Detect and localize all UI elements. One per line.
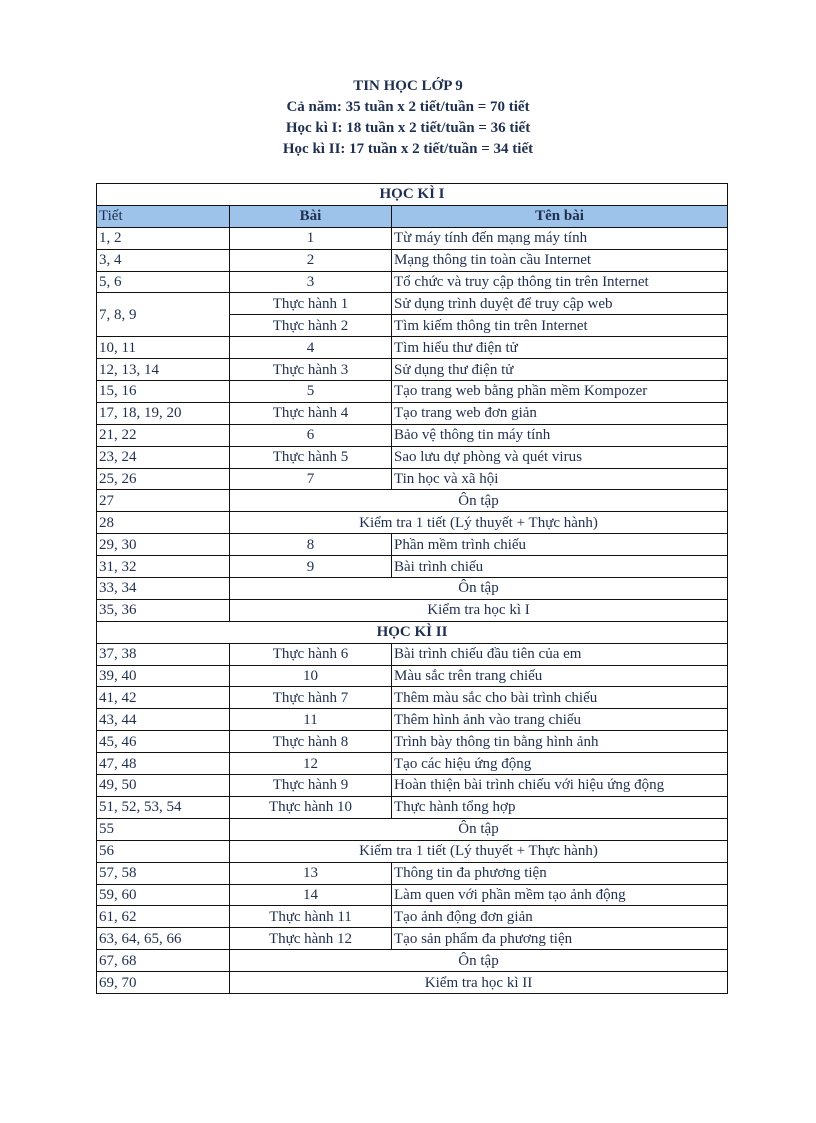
period-cell: 3, 4	[97, 249, 230, 271]
curriculum-table-body	[97, 184, 728, 994]
table-row	[97, 950, 728, 972]
semester2-summary: Học kì II: 17 tuần x 2 tiết/tuần = 34 tiết	[282, 141, 534, 157]
lesson-cell: Thực hành 11	[230, 906, 392, 928]
lesson-name-cell: Thực hành tổng hợp	[392, 796, 728, 818]
table-row	[97, 687, 728, 709]
table-row	[97, 928, 728, 950]
lesson-name-cell: Tìm hiểu thư điện tử	[392, 337, 728, 359]
period-cell: 25, 26	[97, 468, 230, 490]
activity-cell: Ôn tập	[230, 818, 728, 840]
semester1-heading-row	[97, 184, 728, 206]
table-row	[97, 665, 728, 687]
table-row	[97, 731, 728, 753]
period-cell: 69, 70	[97, 972, 230, 994]
lesson-cell: Thực hành 12	[230, 928, 392, 950]
lesson-cell: 7	[230, 468, 392, 490]
period-cell: 35, 36	[97, 599, 230, 621]
period-cell: 10, 11	[97, 337, 230, 359]
lesson-cell: 1	[230, 227, 392, 249]
table-row	[97, 599, 728, 621]
lesson-name-cell: Thêm màu sắc cho bài trình chiếu	[392, 687, 728, 709]
lesson-name-cell: Tạo trang web bằng phần mềm Kompozer	[392, 381, 728, 403]
lesson-cell: 4	[230, 337, 392, 359]
lesson-cell: Thực hành 6	[230, 643, 392, 665]
table-row	[97, 775, 728, 797]
table-row	[97, 862, 728, 884]
table-row	[97, 578, 728, 600]
table-row	[97, 271, 728, 293]
activity-cell: Kiểm tra học kì I	[230, 599, 728, 621]
table-row	[97, 753, 728, 775]
period-cell: 28	[97, 512, 230, 534]
lesson-name-cell: Mạng thông tin toàn cầu Internet	[392, 249, 728, 271]
lesson-cell: 10	[230, 665, 392, 687]
lesson-cell: 11	[230, 709, 392, 731]
lesson-name-cell: Trình bày thông tin bằng hình ảnh	[392, 731, 728, 753]
period-cell: 56	[97, 840, 230, 862]
lesson-name-cell: Tin học và xã hội	[392, 468, 728, 490]
lesson-cell: Thực hành 8	[230, 731, 392, 753]
semester2-heading-row	[97, 621, 728, 643]
lesson-cell: Thực hành 4	[230, 402, 392, 424]
column-header-tiet: Tiết	[97, 205, 230, 227]
lesson-cell: 8	[230, 534, 392, 556]
period-cell: 31, 32	[97, 556, 230, 578]
period-cell: 27	[97, 490, 230, 512]
period-cell: 15, 16	[97, 381, 230, 403]
table-row	[97, 796, 728, 818]
table-row	[97, 709, 728, 731]
lesson-name-cell: Thêm hình ảnh vào trang chiếu	[392, 709, 728, 731]
period-cell: 12, 13, 14	[97, 359, 230, 381]
period-cell: 21, 22	[97, 424, 230, 446]
period-cell: 39, 40	[97, 665, 230, 687]
period-cell: 23, 24	[97, 446, 230, 468]
lesson-name-cell: Bài trình chiếu	[392, 556, 728, 578]
activity-cell: Kiểm tra 1 tiết (Lý thuyết + Thực hành)	[230, 512, 728, 534]
lesson-cell: 12	[230, 753, 392, 775]
lesson-cell: Thực hành 10	[230, 796, 392, 818]
semester1-heading: HỌC KÌ I	[97, 184, 728, 206]
year-summary: Cả năm: 35 tuần x 2 tiết/tuần = 70 tiết	[286, 99, 530, 115]
table-row	[97, 468, 728, 490]
period-cell: 5, 6	[97, 271, 230, 293]
semester2-heading: HỌC KÌ II	[97, 621, 728, 643]
period-cell: 33, 34	[97, 578, 230, 600]
lesson-cell: Thực hành 3	[230, 359, 392, 381]
period-cell: 37, 38	[97, 643, 230, 665]
table-row	[97, 424, 728, 446]
activity-cell: Ôn tập	[230, 950, 728, 972]
lesson-name-cell: Hoàn thiện bài trình chiếu với hiệu ứng động	[392, 775, 728, 797]
lesson-name-cell: Màu sắc trên trang chiếu	[392, 665, 728, 687]
period-cell: 41, 42	[97, 687, 230, 709]
period-cell: 43, 44	[97, 709, 230, 731]
table-row	[97, 556, 728, 578]
table-row	[97, 906, 728, 928]
period-cell: 51, 52, 53, 54	[97, 796, 230, 818]
lesson-cell: 5	[230, 381, 392, 403]
lesson-name-cell: Phần mềm trình chiếu	[392, 534, 728, 556]
document-header	[0, 76, 816, 160]
lesson-name-cell: Thông tin đa phương tiện	[392, 862, 728, 884]
table-row	[97, 293, 728, 315]
table-row	[97, 818, 728, 840]
period-cell: 67, 68	[97, 950, 230, 972]
lesson-name-cell: Sử dụng trình duyệt để truy cập web	[392, 293, 728, 315]
activity-cell: Kiểm tra 1 tiết (Lý thuyết + Thực hành)	[230, 840, 728, 862]
table-row	[97, 884, 728, 906]
table-row	[97, 512, 728, 534]
table-row	[97, 337, 728, 359]
lesson-cell: 3	[230, 271, 392, 293]
table-row	[97, 381, 728, 403]
lesson-name-cell: Tạo sản phẩm đa phương tiện	[392, 928, 728, 950]
lesson-name-cell: Sử dụng thư điện tử	[392, 359, 728, 381]
table-row	[97, 490, 728, 512]
period-cell: 47, 48	[97, 753, 230, 775]
period-cell: 63, 64, 65, 66	[97, 928, 230, 950]
activity-cell: Kiểm tra học kì II	[230, 972, 728, 994]
lesson-cell: 6	[230, 424, 392, 446]
period-cell: 55	[97, 818, 230, 840]
period-cell: 29, 30	[97, 534, 230, 556]
period-cell: 7, 8, 9	[97, 293, 230, 337]
lesson-name-cell: Bảo vệ thông tin máy tính	[392, 424, 728, 446]
period-cell: 17, 18, 19, 20	[97, 402, 230, 424]
semester1-summary: Học kì I: 18 tuần x 2 tiết/tuần = 36 tiết	[285, 120, 531, 136]
activity-cell: Ôn tập	[230, 578, 728, 600]
lesson-name-cell: Tạo ảnh động đơn giản	[392, 906, 728, 928]
lesson-name-cell: Làm quen với phần mềm tạo ảnh động	[392, 884, 728, 906]
column-header-bai: Bài	[230, 205, 392, 227]
table-row	[97, 359, 728, 381]
lesson-name-cell: Tổ chức và truy cập thông tin trên Internet	[392, 271, 728, 293]
period-cell: 1, 2	[97, 227, 230, 249]
table-row	[97, 972, 728, 994]
activity-cell: Ôn tập	[230, 490, 728, 512]
table-row	[97, 840, 728, 862]
period-cell: 45, 46	[97, 731, 230, 753]
lesson-cell: 14	[230, 884, 392, 906]
lesson-name-cell: Tìm kiếm thông tin trên Internet	[392, 315, 728, 337]
lesson-name-cell: Bài trình chiếu đầu tiên của em	[392, 643, 728, 665]
table-row	[97, 402, 728, 424]
lesson-cell: 13	[230, 862, 392, 884]
lesson-cell: Thực hành 5	[230, 446, 392, 468]
period-cell: 49, 50	[97, 775, 230, 797]
period-cell: 59, 60	[97, 884, 230, 906]
table-row	[97, 227, 728, 249]
lesson-cell: 2	[230, 249, 392, 271]
lesson-cell: 9	[230, 556, 392, 578]
lesson-name-cell: Sao lưu dự phòng và quét virus	[392, 446, 728, 468]
lesson-name-cell: Tạo trang web đơn giản	[392, 402, 728, 424]
column-header-row	[97, 205, 728, 227]
table-row	[97, 249, 728, 271]
table-row	[97, 534, 728, 556]
period-cell: 61, 62	[97, 906, 230, 928]
lesson-name-cell: Tạo các hiệu ứng động	[392, 753, 728, 775]
lesson-cell: Thực hành 9	[230, 775, 392, 797]
column-header-ten-bai: Tên bài	[392, 205, 728, 227]
table-row	[97, 643, 728, 665]
document-title: TIN HỌC LỚP 9	[353, 78, 463, 94]
lesson-cell: Thực hành 7	[230, 687, 392, 709]
lesson-cell: Thực hành 2	[230, 315, 392, 337]
lesson-cell: Thực hành 1	[230, 293, 392, 315]
period-cell: 57, 58	[97, 862, 230, 884]
lesson-name-cell: Từ máy tính đến mạng máy tính	[392, 227, 728, 249]
table-row	[97, 446, 728, 468]
curriculum-table	[96, 183, 728, 994]
